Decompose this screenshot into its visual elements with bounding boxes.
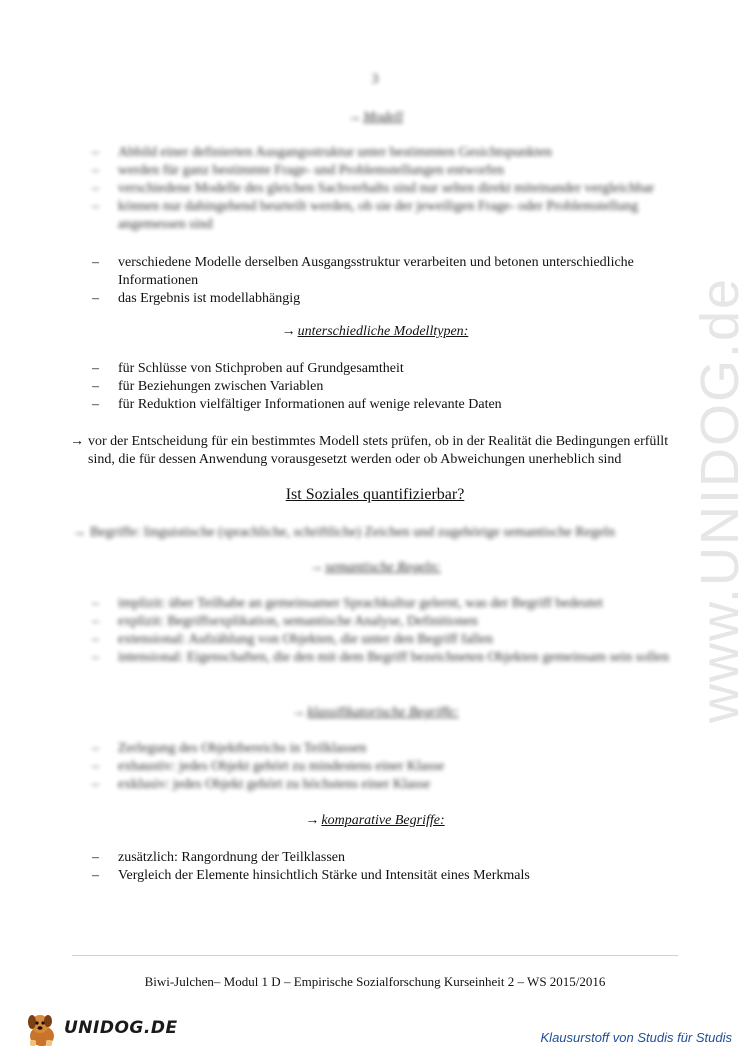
list-item: – extensional: Aufzählung von Objekten, die unter den Begriff fallen	[92, 632, 493, 647]
dog-icon	[22, 1010, 66, 1050]
heading-semantisch: → semantische Regeln:	[309, 560, 441, 575]
begriffe-paragraph: → Begriffe: linguistische (sprachliche, schriftliche) Zeichen und zugehörige semantische Regeln	[72, 525, 615, 540]
list-item: – können nur dahingehend beurteilt werden, ob sie der jeweiligen Frage- oder Problemstellung angemessen sind	[92, 199, 639, 232]
list-item: – für Reduktion vielfältiger Informationen auf wenige relevante Daten	[92, 397, 502, 412]
list-item: – verschiedene Modelle derselben Ausgangsstruktur verarbeiten und betonen unterschiedliche Informationen	[92, 255, 634, 288]
list-item: – das Ergebnis ist modellabhängig	[92, 291, 301, 306]
modell-list	[92, 254, 682, 308]
heading-klassifikatorisch: → klassifikatorische Begriffe:	[291, 705, 459, 720]
footer-divider	[72, 955, 678, 956]
arrow-icon: →	[70, 434, 84, 449]
heading-modell: → Modell	[347, 110, 403, 125]
heading-komparativ: → komparative Begriffe:	[305, 813, 445, 828]
semantisch-list	[92, 595, 682, 667]
list-item: – exklusiv: jedes Objekt gehört zu höchstens einer Klasse	[92, 777, 431, 792]
list-item: – zusätzlich: Rangordnung der Teilklassen	[92, 850, 345, 865]
footer-text: Biwi-Julchen– Modul 1 D – Empirische Sozialforschung Kurseinheit 2 – WS 2015/2016	[144, 974, 606, 989]
list-item: – werden für ganz bestimmte Frage- und Problemstellungen entworfen	[92, 163, 505, 178]
komparativ-list	[92, 849, 682, 885]
arrow-icon: →	[281, 324, 296, 339]
watermark: www.UNIDOG.de	[690, 276, 750, 724]
arrow-icon: →	[309, 560, 324, 575]
list-item: – Abbild einer definierten Ausgangsstruktur unter bestimmten Gesichtspunkten	[92, 145, 552, 160]
list-item: – exhaustiv: jedes Objekt gehört zu mindestens einer Klasse	[92, 759, 445, 774]
arrow-icon: →	[347, 110, 362, 125]
arrow-icon: →	[72, 525, 86, 540]
arrow-icon: →	[291, 705, 306, 720]
modell-list-blurred	[92, 144, 682, 234]
list-item: – explizit: Begriffsexplikation, semantische Analyse, Definitionen	[92, 614, 478, 629]
klassifikatorisch-list	[92, 740, 682, 794]
list-item: – Vergleich der Elemente hinsichtlich Stärke und Intensität eines Merkmals	[92, 868, 530, 883]
list-item: – für Schlüsse von Stichproben auf Grundgesamtheit	[92, 361, 404, 376]
list-item: – für Beziehungen zwischen Variablen	[92, 379, 324, 394]
tagline: Klausurstoff von Studis für Studis	[540, 1030, 732, 1045]
section-title: Ist Soziales quantifizierbar?	[285, 486, 465, 503]
list-item: – Zerlegung des Objektbereichs in Teilklassen	[92, 741, 367, 756]
pruefung-paragraph: → vor der Entscheidung für ein bestimmtes Modell stets prüfen, ob in der Realität die Bedingungen erfüllt sind, die für dessen Anwendung vorausgesetzt werden oder ob Abweichungen unerheblich sind	[70, 434, 669, 467]
list-item: – intensional: Eigenschaften, die den mit dem Begriff bezeichneten Objekten gemeinsam sein sollen	[92, 650, 670, 665]
list-item: – verschiedene Modelle des gleichen Sachverhalts sind nur selten direkt miteinander vergleichbar	[92, 181, 655, 196]
page-number: 3	[371, 72, 379, 87]
heading-modelltypen: → unterschiedliche Modelltypen:	[281, 324, 469, 339]
list-item: – implizit: über Teilhabe an gemeinsamer Sprachkultur gelernt, was der Begriff bedeutet	[92, 596, 603, 611]
unidog-logo[interactable]	[22, 1010, 182, 1050]
logo-text: UNIDOG.DE	[64, 1018, 178, 1038]
modelltypen-list	[92, 360, 682, 414]
arrow-icon: →	[305, 813, 320, 828]
